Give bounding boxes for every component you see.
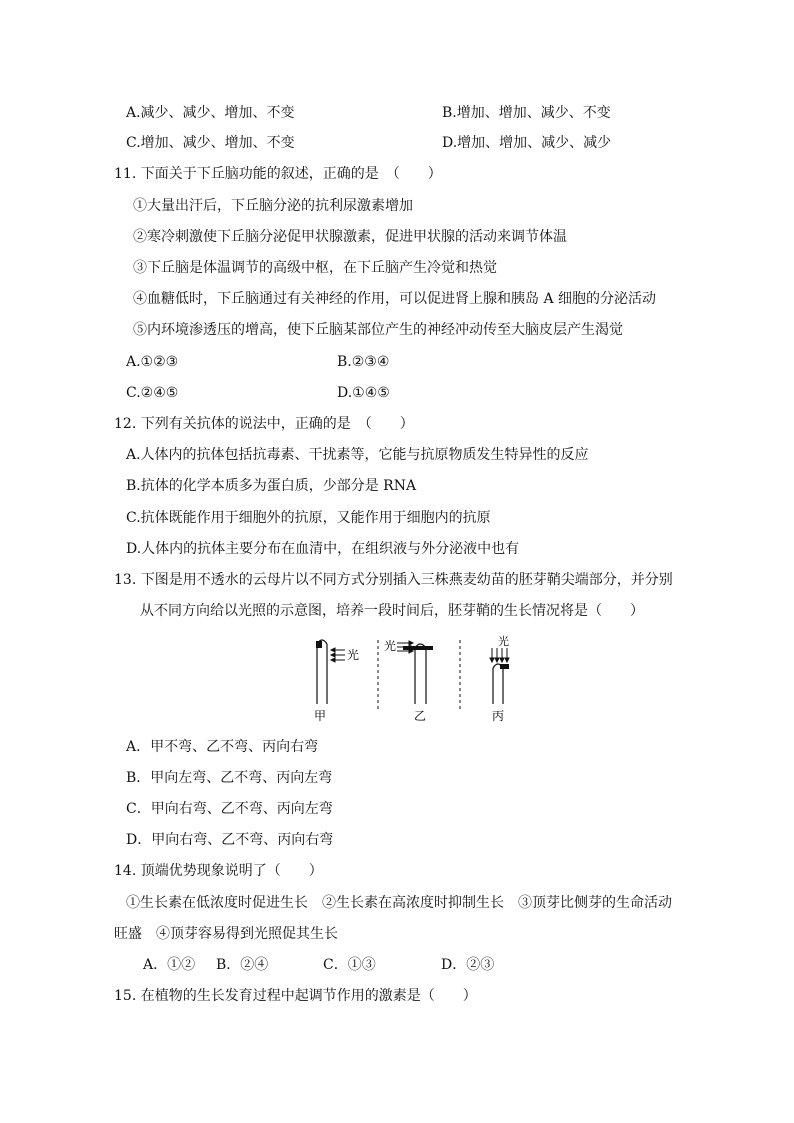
- coleoptile-yi: [384, 638, 433, 704]
- q12-option-d: D.人体内的抗体主要分布在血清中，在组织液与外分泌液中也有: [126, 541, 520, 557]
- coleoptile-jia: [316, 640, 359, 704]
- q13-stem-line2: 从不同方向给以光照的示意图，培养一段时间后，胚芽鞘的生长情况将是（ ）: [140, 603, 644, 619]
- q10-option-b: B.增加、增加、减少、不变: [442, 105, 611, 121]
- q13-option-c: C．甲向右弯、乙不弯、丙向左弯: [126, 801, 333, 817]
- q14-statement-line2: 旺盛 ④顶芽容易得到光照促其生长: [114, 926, 338, 942]
- q13-option-d: D．甲向右弯、乙不弯、丙向右弯: [126, 832, 334, 848]
- q11-option-a: A.①②③: [126, 354, 179, 370]
- q14-option-b: B．②④: [216, 957, 269, 973]
- q11-statement-5: ⑤内环境渗透压的增高，使下丘脑某部位产生的神经冲动传至大脑皮层产生渴觉: [133, 322, 623, 338]
- light-label-bing: 光: [498, 635, 509, 648]
- q10-option-c: C.增加、减少、增加、不变: [126, 135, 295, 151]
- q14-option-a: A．①②: [143, 957, 196, 973]
- figure-label-jia: 甲: [314, 709, 327, 723]
- light-label-yi: 光: [384, 639, 397, 653]
- q14-option-c: C．①③: [323, 957, 376, 973]
- figure-label-yi: 乙: [414, 709, 427, 723]
- q11-statement-4: ④血糖低时，下丘脑通过有关神经的作用，可以促进肾上腺和胰岛 A 细胞的分泌活动: [133, 291, 657, 307]
- light-label-jia: 光: [347, 648, 360, 662]
- q11-option-c: C.②④⑤: [126, 385, 179, 401]
- q13-stem-line1: 13. 下图是用不透水的云母片以不同方式分别插入三株燕麦幼苗的胚芽鞘尖端部分，并分别: [114, 572, 673, 588]
- light-arrows-bing: [490, 648, 509, 662]
- q12-option-a: A.人体内的抗体包括抗毒素、干扰素等，它能与抗原物质发生特异性的反应: [126, 447, 589, 463]
- coleoptile-figure: [300, 634, 530, 724]
- q14-statement-line1: ①生长素在低浓度时促进生长 ②生长素在高浓度时抑制生长 ③顶芽比侧芽的生命活动: [126, 895, 672, 911]
- mica-sheet-bing: [500, 664, 509, 669]
- q11-stem: 11. 下面关于下丘脑功能的叙述，正确的是 （ ）: [114, 166, 442, 182]
- q12-option-c: C.抗体既能作用于细胞外的抗原，又能作用于细胞内的抗原: [126, 510, 491, 526]
- q11-statement-1: ①大量出汗后，下丘脑分泌的抗利尿激素增加: [133, 198, 413, 214]
- q15-stem: 15. 在植物的生长发育过程中起调节作用的激素是（ ）: [114, 988, 477, 1004]
- mica-sheet-jia: [316, 641, 322, 648]
- q11-option-b: B.②③④: [337, 354, 390, 370]
- q10-option-d: D.增加、增加、减少、减少: [442, 135, 612, 151]
- q13-option-b: B．甲向左弯、乙不弯、丙向左弯: [126, 770, 333, 786]
- light-arrows-yi: [397, 641, 413, 653]
- q12-stem: 12. 下列有关抗体的说法中，正确的是 （ ）: [114, 416, 414, 432]
- q11-option-d: D.①④⑤: [337, 385, 390, 401]
- q13-option-a: A．甲不弯、乙不弯、丙向右弯: [126, 739, 319, 755]
- coleoptile-bing: [490, 634, 509, 704]
- q12-option-b: B.抗体的化学本质多为蛋白质，少部分是 RNA: [126, 478, 417, 494]
- light-arrows-jia: [331, 648, 345, 662]
- q10-option-a: A.减少、减少、增加、不变: [126, 105, 295, 121]
- q14-option-d: D．②③: [441, 957, 495, 973]
- q11-statement-2: ②寒冷刺激使下丘脑分泌促甲状腺激素，促进甲状腺的活动来调节体温: [133, 229, 567, 245]
- q14-stem: 14. 顶端优势现象说明了（ ）: [114, 863, 323, 879]
- figure-label-bing: 丙: [492, 709, 505, 723]
- q11-statement-3: ③下丘脑是体温调节的高级中枢，在下丘脑产生冷觉和热觉: [133, 260, 497, 276]
